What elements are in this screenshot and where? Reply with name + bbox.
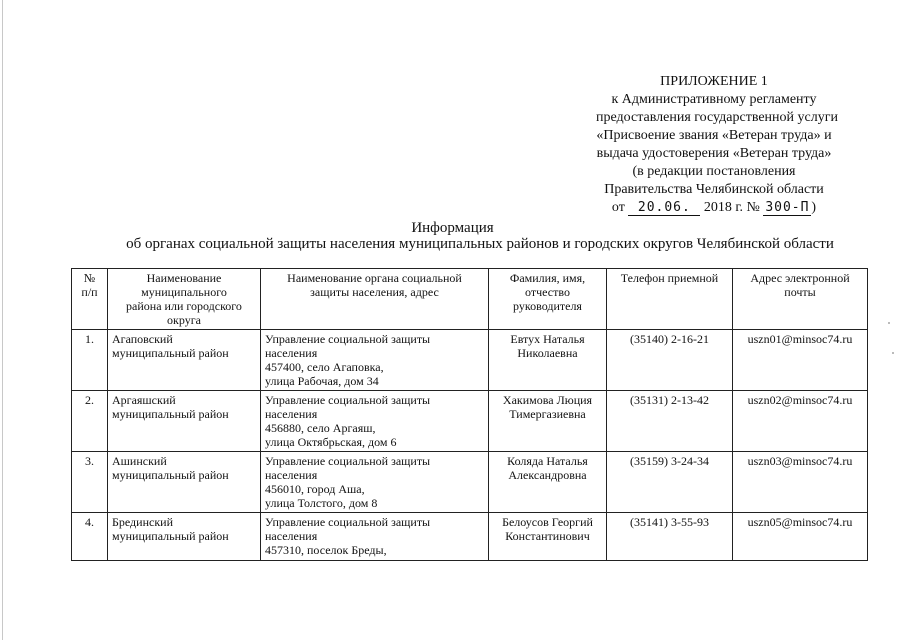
cell-line: муниципальный район xyxy=(112,529,229,543)
row-number: 4. xyxy=(72,513,108,561)
col-header-head xyxy=(489,269,607,330)
district-name xyxy=(108,330,261,391)
scan-speck xyxy=(888,322,890,324)
cell-line: улица Октябрьская, дом 6 xyxy=(265,435,397,449)
cell-line: Ашинский xyxy=(112,454,167,468)
cell-line: 457310, поселок Бреды, xyxy=(265,543,387,557)
header-line: Телефон приемной xyxy=(620,271,719,285)
header-line: Наименование органа социальной xyxy=(287,271,462,285)
col-header-num xyxy=(72,269,108,330)
organ-address xyxy=(261,391,489,452)
cell-line: Константинович xyxy=(505,529,590,543)
date-value: 20.06. xyxy=(628,201,700,216)
reception-phone: (35141) 3-55-93 xyxy=(607,513,733,561)
district-name xyxy=(108,513,261,561)
cell-line: Евтух Наталья xyxy=(510,332,585,346)
table-row xyxy=(72,330,868,391)
appendix-line: предоставления государственной услуги xyxy=(596,110,838,125)
head-name xyxy=(489,391,607,452)
cell-line: улица Толстого, дом 8 xyxy=(265,496,378,510)
header-line: руководителя xyxy=(513,299,582,313)
header-line: Адрес электронной xyxy=(750,271,850,285)
email-address: uszn01@minsoc74.ru xyxy=(733,330,868,391)
head-name xyxy=(489,513,607,561)
scan-edge xyxy=(2,0,3,640)
cell-line: Тимергазиевна xyxy=(509,407,586,421)
cell-line: Николаевна xyxy=(517,346,578,360)
header-line: почты xyxy=(784,285,816,299)
close-paren: ) xyxy=(811,200,817,215)
cell-line: населения xyxy=(265,346,318,360)
header-line: района или городского xyxy=(126,299,242,313)
table-row xyxy=(72,391,868,452)
date-prefix: от xyxy=(611,200,625,215)
cell-line: Управление социальной защиты xyxy=(265,454,431,468)
header-line: Наименование xyxy=(146,271,222,285)
header-line: муниципального xyxy=(141,285,227,299)
cell-line: улица Рабочая, дом 34 xyxy=(265,374,379,388)
appendix-header xyxy=(596,73,838,217)
appendix-date-line xyxy=(596,199,832,217)
header-line: округа xyxy=(167,313,201,327)
email-address: uszn05@minsoc74.ru xyxy=(733,513,868,561)
row-number: 3. xyxy=(72,452,108,513)
cell-line: населения xyxy=(265,468,318,482)
cell-line: Управление социальной защиты xyxy=(265,393,431,407)
page-subtitle: об органах социальной защиты населения муниципальных районов и городских округов Челябинской области xyxy=(126,236,834,252)
header-line: отчество xyxy=(525,285,570,299)
appendix-line: выдача удостоверения «Ветеран труда» xyxy=(596,146,832,161)
table-header-row xyxy=(72,269,868,330)
cell-line: Управление социальной защиты xyxy=(265,332,431,346)
appendix-line: Правительства Челябинской области xyxy=(604,182,824,197)
appendix-line: к Административному регламенту xyxy=(611,92,817,107)
col-header-phone xyxy=(607,269,733,330)
table-row xyxy=(72,452,868,513)
cell-line: муниципальный район xyxy=(112,346,229,360)
scan-speck xyxy=(892,352,894,354)
row-number: 1. xyxy=(72,330,108,391)
head-name xyxy=(489,330,607,391)
district-name xyxy=(108,391,261,452)
cell-line: Белоусов Георгий xyxy=(502,515,593,529)
cell-line: Коляда Наталья xyxy=(507,454,588,468)
cell-line: Аргаяшский xyxy=(112,393,176,407)
cell-line: Агаповский xyxy=(112,332,173,346)
cell-line: Управление социальной защиты xyxy=(265,515,431,529)
header-line: п/п xyxy=(81,285,98,299)
reception-phone: (35131) 2-13-42 xyxy=(607,391,733,452)
cell-line: муниципальный район xyxy=(112,468,229,482)
appendix-line: ПРИЛОЖЕНИЕ 1 xyxy=(660,74,768,89)
email-address: uszn03@minsoc74.ru xyxy=(733,452,868,513)
cell-line: Александровна xyxy=(508,468,587,482)
organ-address xyxy=(261,330,489,391)
cell-line: муниципальный район xyxy=(112,407,229,421)
appendix-line: «Присвоение звания «Ветеран труда» и xyxy=(596,128,832,143)
page-title: Информация xyxy=(411,220,494,236)
organ-address xyxy=(261,452,489,513)
social-protection-table xyxy=(71,268,868,561)
cell-line: Брединский xyxy=(112,515,174,529)
district-name xyxy=(108,452,261,513)
col-header-organ xyxy=(261,269,489,330)
row-number: 2. xyxy=(72,391,108,452)
cell-line: населения xyxy=(265,529,318,543)
reception-phone: (35159) 3-24-34 xyxy=(607,452,733,513)
resolution-number: 300-П xyxy=(765,200,810,215)
appendix-line: (в редакции постановления xyxy=(632,164,796,179)
reception-phone: (35140) 2-16-21 xyxy=(607,330,733,391)
table-row xyxy=(72,513,868,561)
cell-line: 456880, село Аргаяш, xyxy=(265,421,376,435)
cell-line: населения xyxy=(265,407,318,421)
head-name xyxy=(489,452,607,513)
header-line: защиты населения, адрес xyxy=(310,285,439,299)
cell-line: 457400, село Агаповка, xyxy=(265,360,384,374)
header-line: Фамилия, имя, xyxy=(509,271,586,285)
col-header-email xyxy=(733,269,868,330)
cell-line: Хакимова Люция xyxy=(502,393,593,407)
col-header-district xyxy=(108,269,261,330)
organ-address xyxy=(261,513,489,561)
cell-line: 456010, город Аша, xyxy=(265,482,365,496)
year-text: 2018 г. № xyxy=(703,200,760,215)
email-address: uszn02@minsoc74.ru xyxy=(733,391,868,452)
header-line: № xyxy=(83,271,96,285)
